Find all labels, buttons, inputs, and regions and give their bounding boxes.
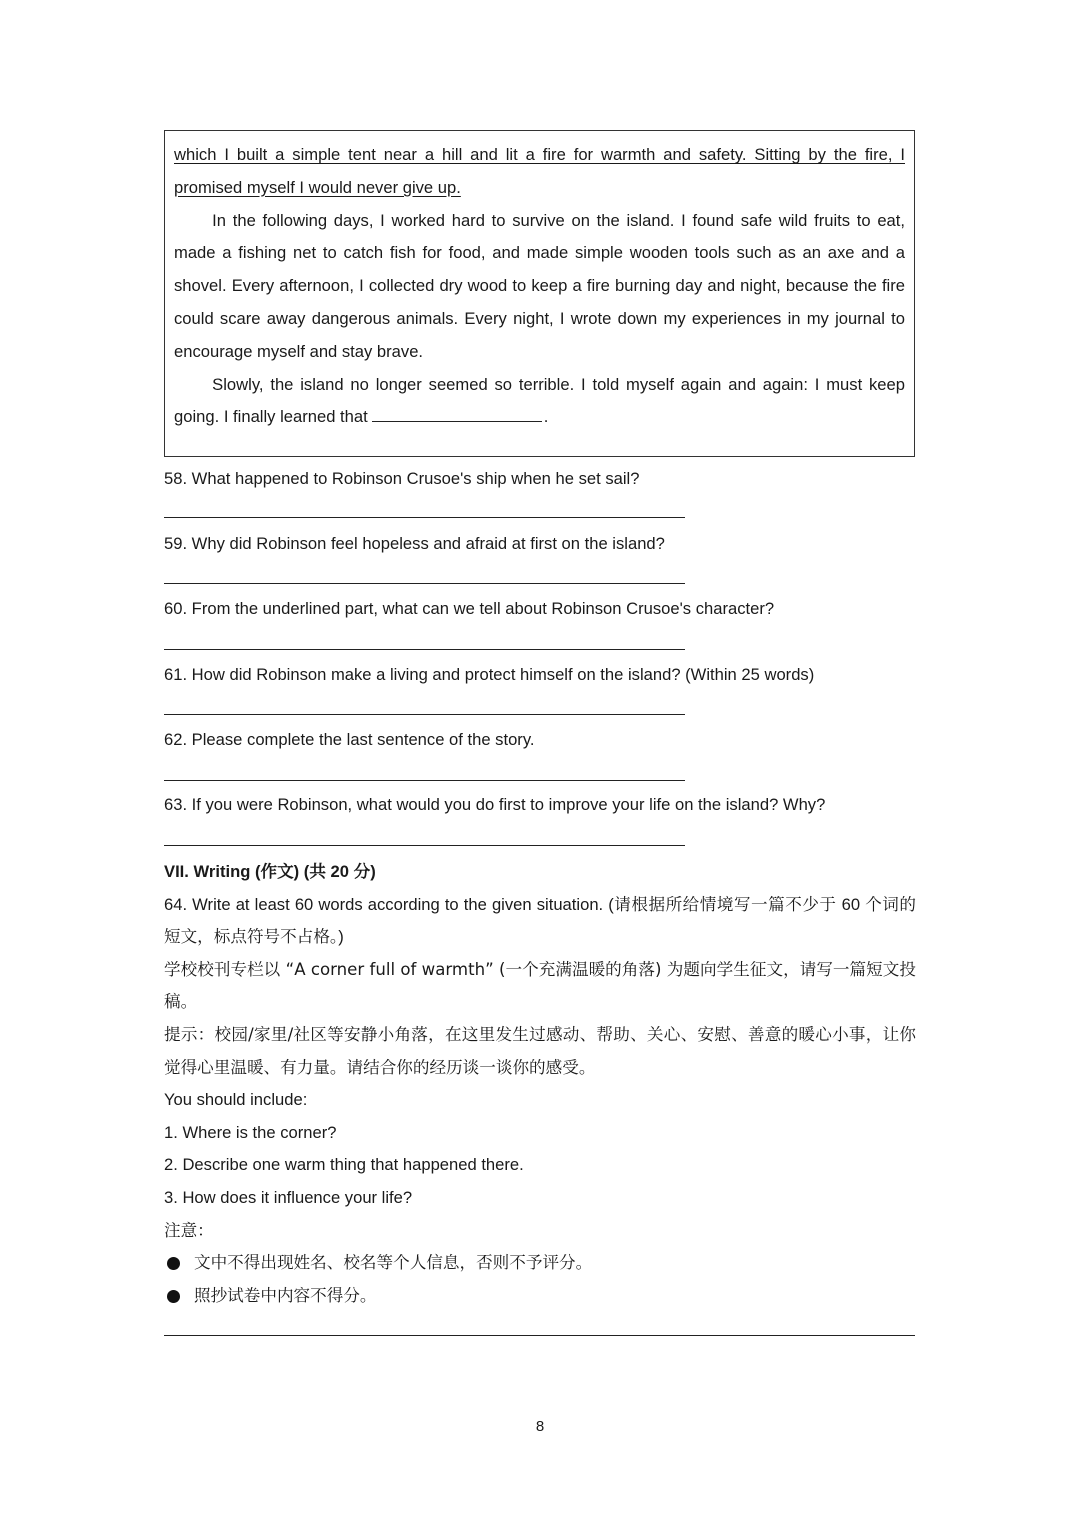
writing-answer-line[interactable]: [164, 1335, 915, 1336]
question-59: 59. Why did Robinson feel hopeless and afraid at first on the island?: [164, 534, 665, 553]
writing-prompt: 64. Write at least 60 words according to the given situation. (请根据所给情境写一篇不少于 60 个词的短文，标点符号不占格。): [164, 894, 916, 947]
passage-paragraph-3: [174, 369, 905, 435]
passage-paragraph-2: In the following days, I worked hard to survive on the island. I found safe wild fruits to eat, made a fishing net to catch fish for food, and made simple wooden tools such as an axe and a shovel. Every afternoon, I collected dry wood to keep a fire burning day and night, because the fire could scare away dangerous animals. Every night, I wrote down my experiences in my journal to encourage myself and stay brave.: [174, 210, 905, 361]
notice-item-1: [164, 1247, 916, 1280]
question-62: 62. Please complete the last sentence of the story.: [164, 730, 535, 749]
notice-item-1-text: 文中不得出现姓名、校名等个人信息，否则不予评分。: [194, 1253, 593, 1273]
underlined-part: which I built a simple tent near a hill and lit a fire for warmth and safety. Sitting by the fire, I promised myself I would never give up.: [174, 145, 905, 197]
bullet-icon: [167, 1290, 180, 1303]
answer-line-63[interactable]: [164, 845, 685, 846]
bullet-icon: [167, 1257, 180, 1270]
writing-situation: 学校校刊专栏以 “A corner full of warmth” (一个充满温暖的角落) 为题向学生征文，请写一篇短文投稿。: [164, 959, 916, 1012]
include-item-3: 3. How does it influence your life?: [164, 1187, 413, 1207]
passage-paragraph-3-end: .: [543, 407, 549, 427]
answer-line-62[interactable]: [164, 780, 685, 781]
answer-line-59[interactable]: [164, 583, 685, 584]
fill-in-blank[interactable]: [372, 403, 542, 422]
include-label: You should include:: [164, 1090, 308, 1110]
notice-item-2-text: 照抄试卷中内容不得分。: [194, 1285, 377, 1305]
answer-line-61[interactable]: [164, 714, 685, 715]
writing-section: [164, 856, 916, 1312]
page-number: 8: [535, 1418, 545, 1435]
question-63: 63. If you were Robinson, what would you do first to improve your life on the island? Why?: [164, 795, 826, 814]
reading-passage-box: [164, 130, 915, 457]
notice-item-2: [164, 1280, 916, 1313]
answer-line-60[interactable]: [164, 649, 685, 650]
writing-heading: VII. Writing (作文) (共 20 分): [164, 862, 376, 881]
question-58: 58. What happened to Robinson Crusoe's ship when he set sail?: [164, 469, 640, 488]
notice-label: 注意：: [164, 1220, 214, 1240]
question-60: 60. From the underlined part, what can we tell about Robinson Crusoe's character?: [164, 599, 775, 618]
include-item-2: 2. Describe one warm thing that happened there.: [164, 1155, 524, 1175]
passage-paragraph-3-text: Slowly, the island no longer seemed so terrible. I told myself again and again: I must keep going. I finally learned that: [174, 374, 905, 427]
writing-hint: 提示：校园/家里/社区等安静小角落，在这里发生过感动、帮助、关心、安慰、善意的暖心小事，让你觉得心里温暖、有力量。请结合你的经历谈一谈你的感受。: [164, 1024, 916, 1077]
answer-line-58[interactable]: [164, 517, 685, 518]
include-item-1: 1. Where is the corner?: [164, 1122, 337, 1142]
passage-paragraph-1: [174, 139, 905, 205]
question-61: 61. How did Robinson make a living and protect himself on the island? (Within 25 words): [164, 665, 815, 684]
